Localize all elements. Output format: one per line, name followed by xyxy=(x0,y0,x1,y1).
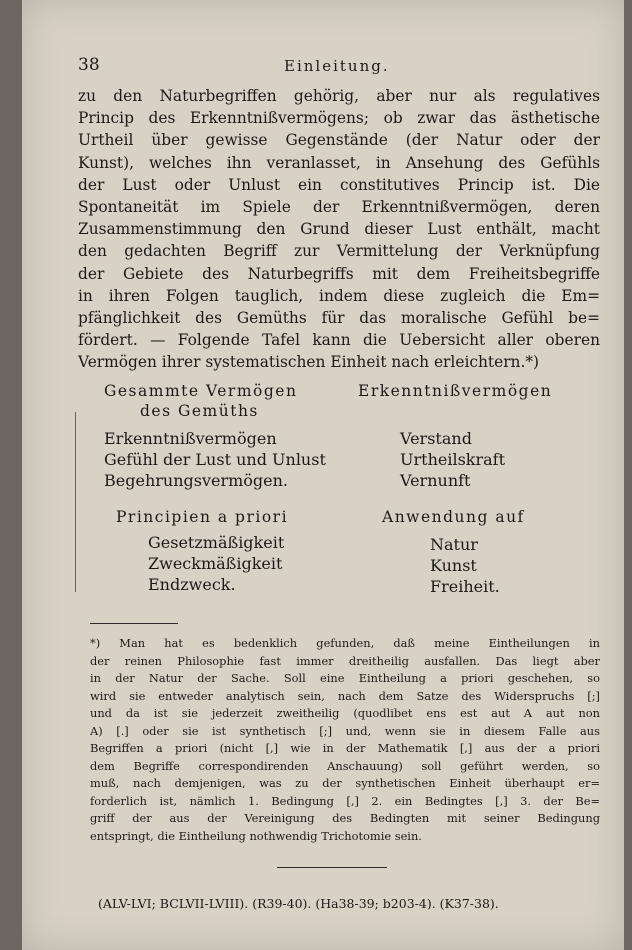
body-line: der Lust oder Unlust ein constitutives Princip ist. Die xyxy=(78,175,600,194)
footnote-line: in der Natur der Sache. Soll eine Eintheilung a priori geschehen, so xyxy=(90,671,600,685)
footnote-line: A) [.] oder sie ist synthetisch [;] und, wenn sie in diesem Falle aus xyxy=(90,723,600,738)
table-cell-application: Kunst xyxy=(430,556,477,575)
bottom-rule xyxy=(277,867,387,868)
body-line: Vermögen ihrer systematischen Einheit nach erleichtern.*) xyxy=(78,353,540,372)
body-line: in ihren Folgen tauglich, indem diese zugleich die Em= xyxy=(78,286,600,305)
table-cell-cognitive: Urtheilskraft xyxy=(400,450,506,469)
footnote-line: forderlich ist, nämlich 1. Bedingung [,] 2. ein Bedingtes [,] 3. der Be= xyxy=(90,793,600,808)
edition-references: (ALV-LVI; BCLVII-LVIII). (R39-40). (Ha38-39; b203-4). (K37-38). xyxy=(98,896,499,911)
table-cell-faculty: Begehrungsvermögen. xyxy=(104,471,289,490)
table-header-cognitive: Erkenntnißvermögen xyxy=(358,382,553,400)
table-cell-application: Freiheit. xyxy=(430,577,500,596)
footnote-line: Begriffen a priori (nicht [,] wie in der Mathematik [,] aus der a priori xyxy=(90,741,600,755)
table-bracket xyxy=(75,412,76,592)
footnote-rule xyxy=(90,623,178,624)
table-header-faculties-2: des Gemüths xyxy=(140,402,259,420)
footnote-line: *) Man hat es bedenklich gefunden, daß meine Eintheilungen in xyxy=(90,636,600,650)
table-cell-cognitive: Vernunft xyxy=(400,471,471,490)
body-line: den gedachten Begriff zur Vermittelung der Verknüpfung xyxy=(78,242,600,261)
table-cell-application: Natur xyxy=(430,535,478,554)
body-line: Spontaneität im Spiele der Erkenntnißvermögen, deren xyxy=(78,197,600,216)
table-header-application: Anwendung auf xyxy=(382,508,525,526)
table-header-principles: Principien a priori xyxy=(116,508,289,526)
body-line: Kunst), welches ihn veranlasset, in Ansehung des Gefühls xyxy=(78,153,600,172)
body-line: Urtheil über gewisse Gegenstände (der Natur oder der xyxy=(78,131,600,150)
footnote-line: wird sie entweder analytisch sein, nach dem Satze des Widerspruchs [;] xyxy=(90,688,600,703)
running-title: Einleitung. xyxy=(284,57,390,75)
footnote-line: muß, nach demjenigen, was zu der synthetischen Einheit überhaupt er= xyxy=(90,776,600,790)
table-cell-cognitive: Verstand xyxy=(400,429,472,448)
table-cell-faculty: Gefühl der Lust und Unlust xyxy=(104,450,326,469)
body-line: pfänglichkeit des Gemüths für das moralische Gefühl be= xyxy=(78,308,600,327)
body-line: Princip des Erkenntnißvermögens; ob zwar das ästhetische xyxy=(78,109,600,128)
page-number: 38 xyxy=(78,55,100,75)
footnote-line: griff der aus der Vereinigung des Bedingten mit seiner Bedingung xyxy=(90,811,600,825)
body-line: Zusammenstimmung den Grund dieser Lust enthält, macht xyxy=(78,220,600,239)
body-line: zu den Naturbegriffen gehörig, aber nur als regulatives xyxy=(78,87,600,105)
table-header-faculties-1: Gesammte Vermögen xyxy=(104,382,298,400)
table-cell-principle: Endzweck. xyxy=(148,575,236,594)
table-cell-principle: Zweckmäßigkeit xyxy=(148,554,283,573)
body-text xyxy=(78,85,600,373)
footnote-line: entspringt, die Eintheilung nothwendig Trichotomie sein. xyxy=(90,828,422,843)
footnote xyxy=(90,635,600,845)
footnote-line: der reinen Philosophie fast immer dreitheilig ausfallen. Das liegt aber xyxy=(90,653,600,668)
footnote-line: dem Begriffe correspondirenden Anschauung) soll geführt werden, so xyxy=(90,758,600,773)
body-line: der Gebiete des Naturbegriffs mit dem Freiheitsbegriffe xyxy=(78,264,600,283)
table-cell-faculty: Erkenntnißvermögen xyxy=(104,429,277,448)
table-cell-principle: Gesetzmäßigkeit xyxy=(148,533,285,552)
book-page xyxy=(22,0,624,950)
footnote-line: und da ist sie jederzeit zweitheilig (quodlibet ens est aut A aut non xyxy=(90,706,600,720)
body-line: fördert. — Folgende Tafel kann die Uebersicht aller oberen xyxy=(78,331,600,350)
